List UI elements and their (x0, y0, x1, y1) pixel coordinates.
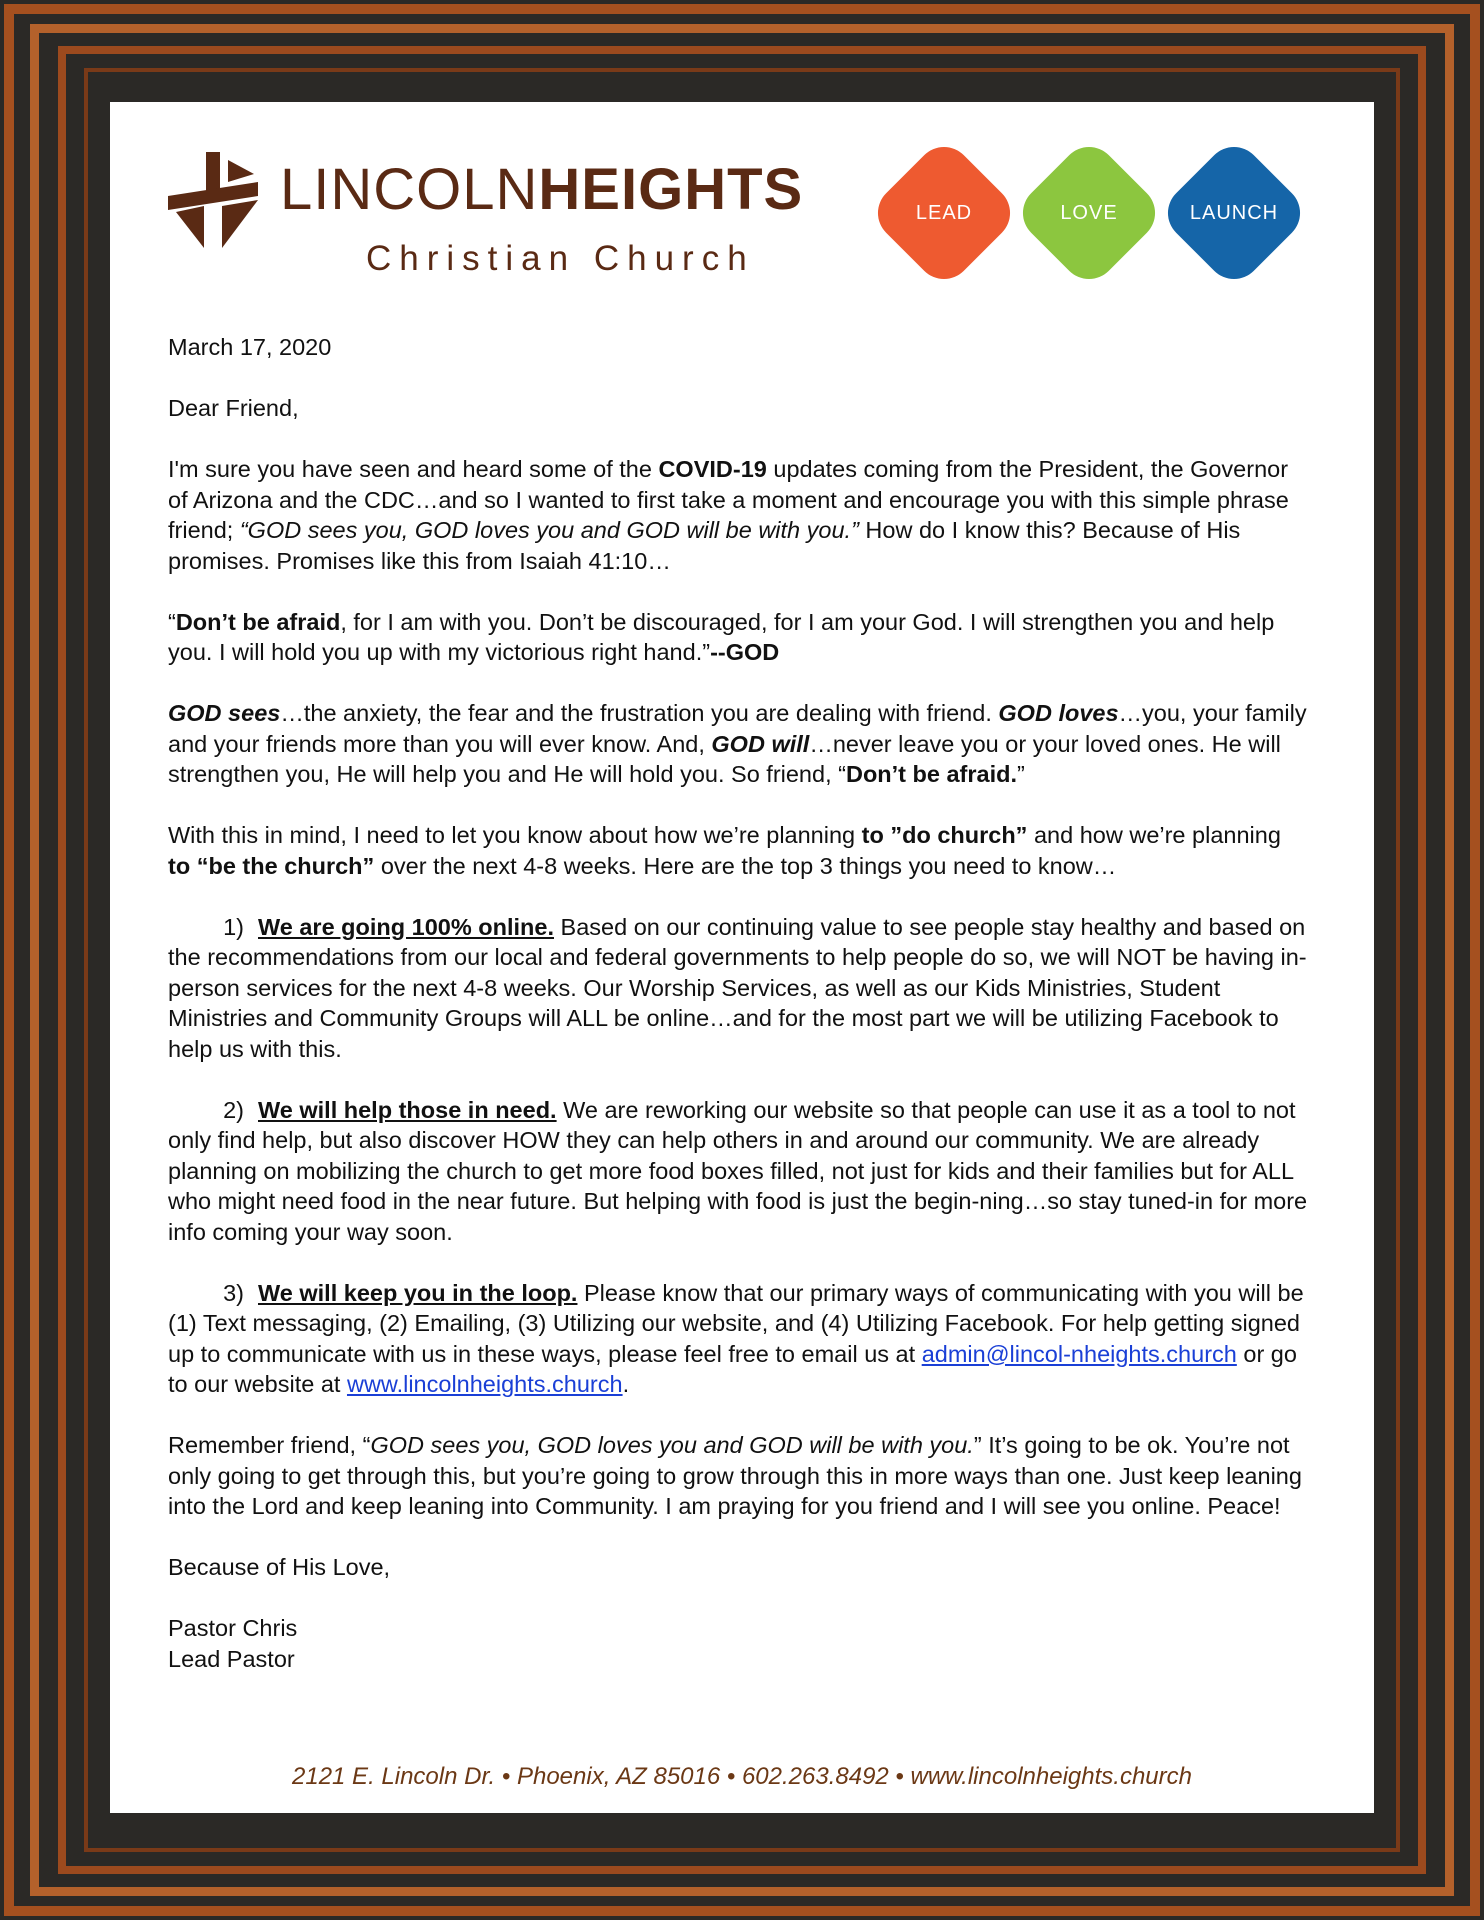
list-item (168, 1095, 1308, 1248)
paragraph-god-sees (168, 698, 1308, 790)
list-item-text-mid: or go to our website at (168, 1340, 1297, 1397)
list-item-text-end: . (622, 1371, 630, 1397)
closing: Because of His Love, (168, 1554, 391, 1580)
p1-text-e: How do I know this? Because of His promises. Promises like this from Isaiah 41:10… (168, 517, 1241, 574)
letter-page (110, 102, 1374, 1813)
p3-god-loves: GOD loves (998, 700, 1119, 726)
lead-badge-label: LEAD (915, 201, 973, 224)
paragraph-plan (168, 820, 1308, 881)
signature-block (168, 1613, 1308, 1674)
signature-title: Lead Pastor (168, 1645, 295, 1672)
paragraph-remember (168, 1430, 1308, 1522)
salutation: Dear Friend, (168, 395, 299, 421)
list-item-title: We will keep you in the loop. (258, 1279, 578, 1306)
launch-badge-label: LAUNCH (1189, 201, 1279, 224)
p4-text-c: and how we’re planning (1027, 822, 1281, 848)
paragraph-scripture (168, 607, 1308, 668)
list-item-number: 1) (223, 913, 244, 940)
p4-do-church: to ”do church” (861, 822, 1028, 848)
letter-footer: 2121 E. Lincoln Dr. • Phoenix, AZ 85016 • 602.263.8492 • www.lincolnheights.church (292, 1763, 1192, 1790)
list-item-number: 2) (223, 1096, 244, 1123)
church-subtitle: Christian Church (366, 239, 755, 278)
list-item (168, 1278, 1308, 1400)
p3-god-will: GOD will (711, 730, 810, 757)
p2-dont-be-afraid: Don’t be afraid (175, 608, 341, 635)
p1-text-c: updates coming from the President, the Governor of Arizona and the CDC…and so I wanted to first take a moment and encourage you with this simple phrase friend; (168, 456, 1289, 543)
p2-verse: , for I am with you. Don’t be discouraged, for I am your God. I will strengthen you and help you. I will hold you up with my victorious right hand.” (168, 608, 1275, 665)
p1-text-a: I'm sure you have seen and heard some of the (168, 456, 659, 482)
love-badge-label: LOVE (1060, 201, 1118, 224)
p3-text-f: …never leave you or your loved ones. He will strengthen you, He will help you and He will hold you. So friend, “ (168, 730, 1281, 787)
cross-arrow-logo-icon (168, 152, 260, 248)
p2-open-quote: “ (168, 608, 176, 635)
letter-content (168, 102, 1308, 1674)
p5-phrase: GOD sees you, GOD loves you and GOD will be with you. (370, 1432, 974, 1458)
paragraph-intro (168, 454, 1308, 576)
p5-text-a: Remember friend, “ (168, 1432, 371, 1458)
p1-phrase: “GOD sees you, GOD loves you and GOD will be with you.” (239, 517, 859, 543)
church-name-bold: HEIGHTS (538, 157, 804, 222)
list-item-title: We are going 100% online. (258, 913, 554, 940)
list-item-text: We are reworking our website so that people can use it as a tool to not only find help, but also discover HOW they can help others in and around our community. We are already planning on mobilizing the church to get more food boxes filled, not just for kids and their families but for ALL who might need food in the near future. But helping with food is just the begin-ning…so stay tuned-in for more info coming your way soon. (168, 1096, 1308, 1245)
p3-god-sees: GOD sees (168, 700, 281, 726)
p4-be-church: to “be the church” (168, 852, 375, 879)
list-item-title: We will help those in need. (258, 1096, 557, 1123)
p1-covid: COVID-19 (658, 456, 767, 482)
letterhead (168, 102, 1308, 332)
p3-text-d: …you, your family and your friends more than you will ever know. And, (168, 700, 1307, 757)
letter-date: March 17, 2020 (168, 334, 332, 360)
church-name-light: LINCOLN (280, 157, 539, 222)
p3-dont-be-afraid: Don’t be afraid. (845, 761, 1018, 787)
list-item-number: 3) (223, 1279, 244, 1306)
list-item-text: Based on our continuing value to see people stay healthy and based on the recommendations from our local and federal governments to help people do so, we will NOT be having in-person services for the next 4-8 weeks. Our Worship Services, as well as our Kids Ministries, Student Ministries and Community Groups will ALL be online…and for the most part we will be utilizing Facebook to help us with this. (168, 913, 1307, 1062)
p3-text-b: …the anxiety, the fear and the frustration you are dealing with friend. (280, 700, 999, 726)
p4-text-a: With this in mind, I need to let you know about how we’re planning (168, 822, 862, 848)
website-link[interactable]: www.lincolnheights.church (346, 1371, 623, 1397)
p2-attribution: --GOD (710, 639, 780, 665)
p5-text-c: ” It’s going to be ok. You’re not only going to get through this, but you’re going to grow through this in more ways than one. Just keep leaning into the Lord and keep leaning into Community. I am praying for you friend and I will see you online. Peace! (168, 1432, 1302, 1519)
p4-text-e: over the next 4-8 weeks. Here are the top 3 things you need to know… (374, 852, 1117, 879)
signature-name: Pastor Chris (168, 1615, 298, 1641)
list-item (168, 912, 1308, 1065)
church-name (280, 157, 804, 222)
p3-close-quote: ” (1017, 761, 1025, 787)
email-link[interactable]: admin@lincol-nheights.church (921, 1340, 1237, 1367)
list-item-text: Please know that our primary ways of communicating with you will be (1) Text messaging, (2) Emailing, (3) Utilizing our website, and (4) Utilizing Facebook. For help getting signed up to communicate with us in these ways, please feel free to email us at (168, 1279, 1304, 1367)
